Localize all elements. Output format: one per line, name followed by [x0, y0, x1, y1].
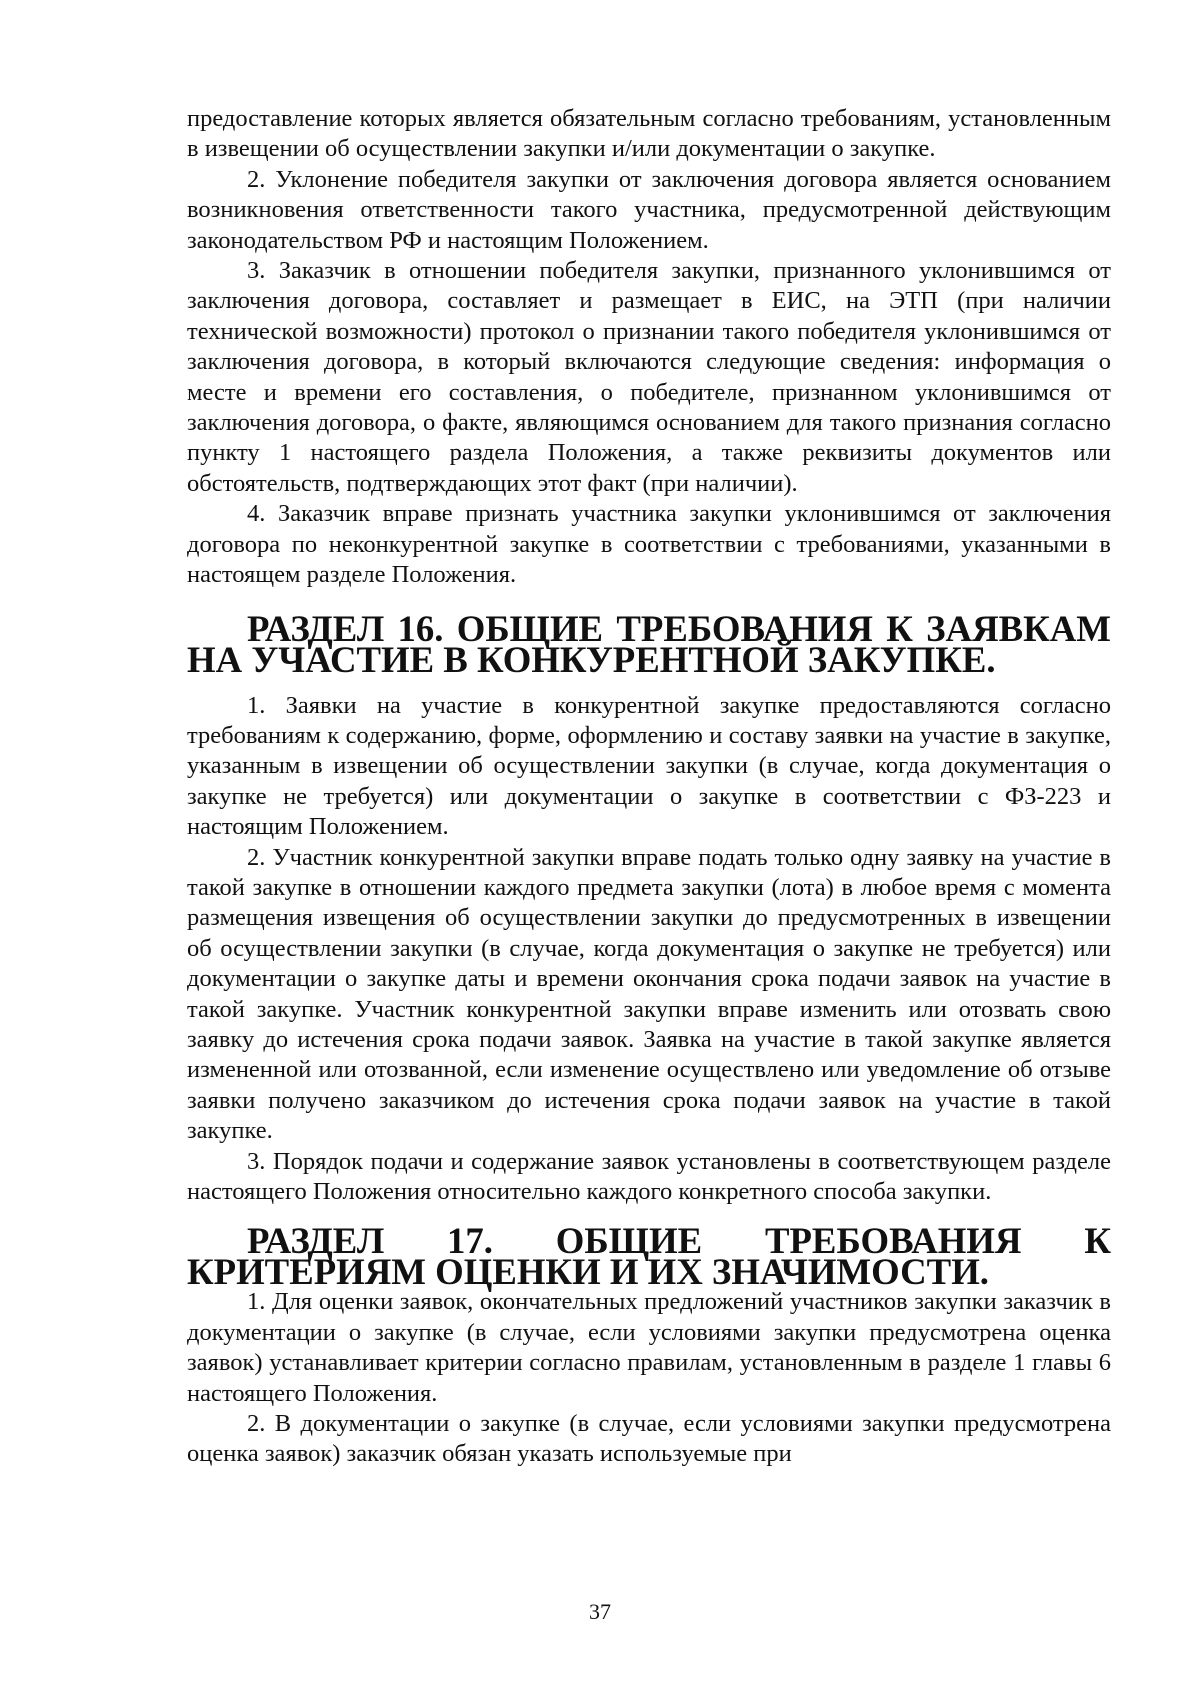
section17-heading: РАЗДЕЛ 17. ОБЩИЕ ТРЕБОВАНИЯ К КРИТЕРИЯМ ОЦЕНКИ И ИХ ЗНАЧИМОСТИ. [187, 1220, 1111, 1293]
section15-paragraph-4: 4. Заказчик вправе признать участника закупки уклонившимся от заключения договора по неконкурентной закупке в соответствии с требованиями, указанными в настоящем разделе Положения. [187, 500, 1111, 589]
page-number: 37 [589, 1599, 611, 1624]
section15-paragraph-3: 3. Заказчик в отношении победителя закупки, признанного уклонившимся от заключения договора, составляет и размещает в ЕИС, на ЭТП (при наличии технической возможности) протокол о признании такого победителя уклонившимся от заключения договора, в который включаются следующие сведения: информация о месте и времени его составления, о победителе, признанном уклонившимся от заключения договора, о факте, являющимся основанием для такого признания согласно пункту 1 настоящего раздела Положения, а также реквизиты документов или обстоятельств, подтверждающих этот факт (при наличии). [187, 257, 1111, 497]
intro-paragraph: предоставление которых является обязательным согласно требованиям, установленным в извещении об осуществлении закупки и/или документации о закупке. [187, 105, 1111, 163]
document-page [187, 104, 1111, 1470]
section16-heading: РАЗДЕЛ 16. ОБЩИЕ ТРЕБОВАНИЯ К ЗАЯВКАМ НА УЧАСТИЕ В КОНКУРЕНТНОЙ ЗАКУПКЕ. [187, 607, 1111, 680]
section16-paragraph-3: 3. Порядок подачи и содержание заявок установлены в соответствующем разделе настоящего Положения относительно каждого конкретного способа закупки. [187, 1147, 1111, 1205]
section16-paragraph-2: 2. Участник конкурентной закупки вправе подать только одну заявку на участие в такой закупке в отношении каждого предмета закупки (лота) в любое время с момента размещения извещения об осуществлении закупки до предусмотренных в извещении об осуществлении закупки (в случае, когда документация о закупке не требуется) или документации о закупке даты и времени окончания срока подачи заявок на участие в такой закупке. Участник конкурентной закупки вправе изменить или отозвать свою заявку до истечения срока подачи заявок. Заявка на участие в такой закупке является измененной или отозванной, если изменение осуществлено или уведомление об отзыве заявки получено заказчиком до истечения срока подачи заявок на участие в такой закупке. [187, 843, 1111, 1145]
section17-paragraph-1: 1. Для оценки заявок, окончательных предложений участников закупки заказчик в документации о закупке (в случае, если условиями закупки предусмотрена оценка заявок) устанавливает критерии согласно правилам, установленным в разделе 1 главы 6 настоящего Положения. [187, 1288, 1111, 1407]
section15-paragraph-2: 2. Уклонение победителя закупки от заключения договора является основанием возникновения ответственности такого участника, предусмотренной действующим законодательством РФ и настоящим Положением. [187, 165, 1111, 254]
section17-paragraph-2: 2. В документации о закупке (в случае, если условиями закупки предусмотрена оценка заявок) заказчик обязан указать используемые при [187, 1410, 1111, 1468]
section16-paragraph-1: 1. Заявки на участие в конкурентной закупке предоставляются согласно требованиям к содержанию, форме, оформлению и составу заявки на участие в закупке, указанным в извещении об осуществлении закупки (в случае, когда документация о закупке не требуется) или документации о закупке в соответствии с ФЗ-223 и настоящим Положением. [187, 691, 1111, 841]
